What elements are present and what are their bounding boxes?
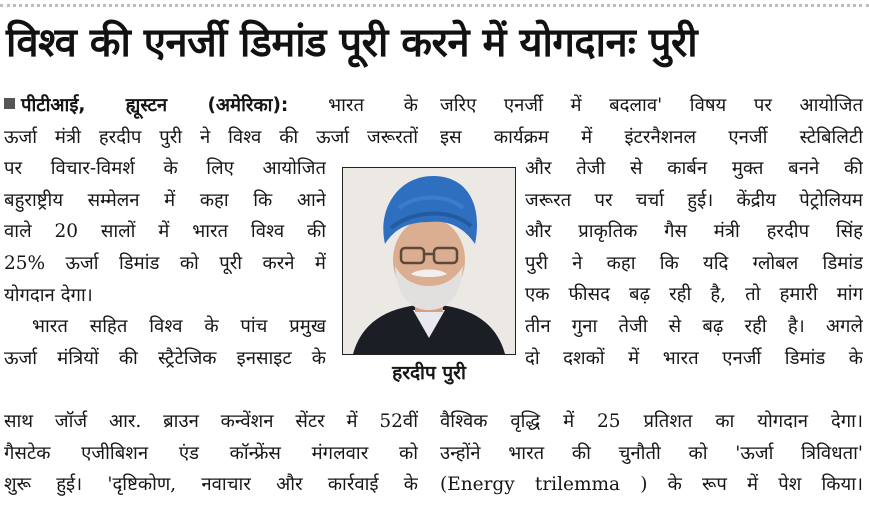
bottom-right-line-3: (Energy trilemma ) के रूप में पेश किया। xyxy=(440,474,863,496)
left-line-5: वाले 20 सालों में भारत विश्व की xyxy=(4,221,326,243)
left-line-3: पर विचार-विमर्श के लिए आयोजित xyxy=(4,158,326,180)
right-mid-line-2: जरूरत पर चर्चा हुई। केंद्रीय पेट्रोलियम xyxy=(525,189,863,211)
right-column-top xyxy=(440,90,863,153)
dateline: पीटीआई, ह्यूस्टन (अमेरिका): xyxy=(21,95,289,116)
right-top-line-2: इस कार्यक्रम में इंटरनैशनल एनर्जी स्टेबिलिटी xyxy=(440,126,863,148)
minister-photo xyxy=(342,167,516,355)
right-mid-line-3: और प्राकृतिक गैस मंत्री हरदीप सिंह xyxy=(525,221,863,243)
left-line-6: 25% ऊर्जा डिमांड को पूरी करने में xyxy=(4,252,326,274)
bottom-right-line-2: उन्होंने भारत की चुनौती को 'ऊर्जा त्रिविधता' xyxy=(440,442,863,464)
right-mid-line-4: पुरी ने कहा कि यदि ग्लोबल डिमांड xyxy=(525,252,863,274)
right-top-line-1: जरिए एनर्जी में बदलाव' विषय पर आयोजित xyxy=(440,95,863,116)
portrait-illustration xyxy=(343,168,515,354)
left-column-bottom xyxy=(4,406,418,501)
bottom-right-line-1: वैश्विक वृद्धि में 25 प्रतिशत का योगदान देगा। xyxy=(440,411,863,432)
right-column-middle xyxy=(525,153,863,374)
right-column-bottom xyxy=(440,406,863,501)
left-line-9: ऊर्जा मंत्रियों की स्ट्रैटेजिक इनसाइट के xyxy=(4,347,326,369)
article-headline: विश्व की एनर्जी डिमांड पूरी करने में योगदानः पुरी xyxy=(6,20,698,66)
left-line-1: पीटीआई, ह्यूस्टन (अमेरिका): भारत के xyxy=(4,90,418,122)
left-line-7: योगदान देगा। xyxy=(4,284,93,306)
photo-caption: हरदीप पुरी xyxy=(392,362,466,384)
square-bullet-icon xyxy=(4,98,15,109)
right-mid-line-1: और तेजी से कार्बन मुक्त बनने की xyxy=(525,158,863,179)
left-line-2: ऊर्जा मंत्री हरदीप पुरी ने विश्व की ऊर्जा जरूरतों xyxy=(4,126,418,148)
bottom-left-line-2: गैसटेक एजीबिशन एंड कॉन्फ्रेंस मंगलवार को xyxy=(4,442,418,464)
right-mid-line-5: एक फीसद बढ़ रही है, तो हमारी मांग xyxy=(525,284,863,306)
bottom-left-line-1: साथ जॉर्ज आर. ब्राउन कन्वेंशन सेंटर में 52वीं xyxy=(4,411,418,432)
left-line-4: बहुराष्ट्रीय सम्मेलन में कहा कि आने xyxy=(4,189,326,211)
top-dotted-rule xyxy=(0,4,869,7)
right-mid-line-6: तीन गुना तेजी से बढ़ रही है। अगले xyxy=(525,315,863,337)
right-mid-line-7: दो दशकों में भारत एनर्जी डिमांड के xyxy=(525,347,863,369)
left-line-8: भारत सहित विश्व के पांच प्रमुख xyxy=(32,316,326,338)
bottom-left-line-3: शुरू हुई। 'दृष्टिकोण, नवाचार और कार्रवाई के xyxy=(4,474,418,496)
